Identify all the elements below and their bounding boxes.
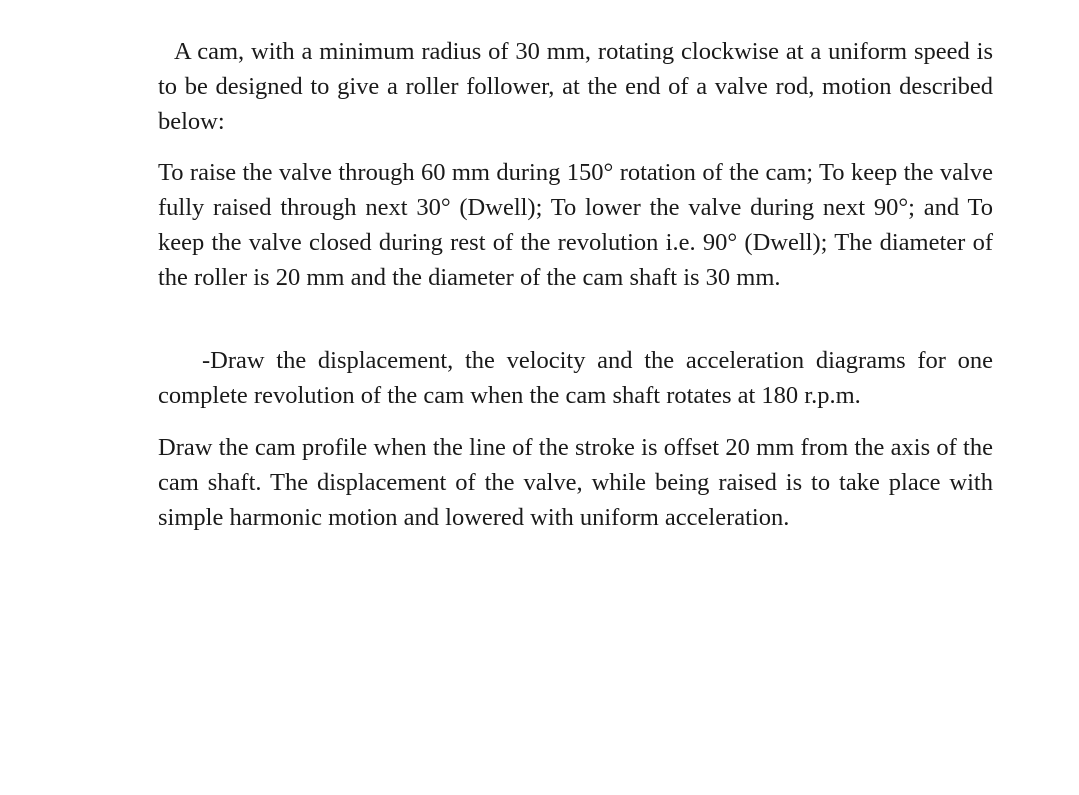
paragraph-cam-profile-task: Draw the cam profile when the line of the stroke is offset 20 mm from the axis of the cam shaft. The displacement of the valve, while being raised is to take place with simple harmonic motion and lowered with uniform acceleration. (158, 434, 993, 531)
paragraph-motion-requirements: To raise the valve through 60 mm during 150° rotation of the cam; To keep the valve fully raised through next 30° (Dwell); To lower the valve during next 90°; and To keep the valve closed during rest of the revolution i.e. 90° (Dwell); The diameter of the roller is 20 mm and the diameter of the cam shaft is 30 mm. (158, 159, 993, 291)
paragraph-problem-statement: A cam, with a minimum radius of 30 mm, rotating clockwise at a uniform speed is to be designed to give a roller follower, at the end of a valve rod, motion described below: (158, 38, 993, 135)
paragraph-diagram-task: -Draw the displacement, the velocity and the acceleration diagrams for one complete revolution of the cam when the cam shaft rotates at 180 r.p.m. (158, 347, 993, 409)
